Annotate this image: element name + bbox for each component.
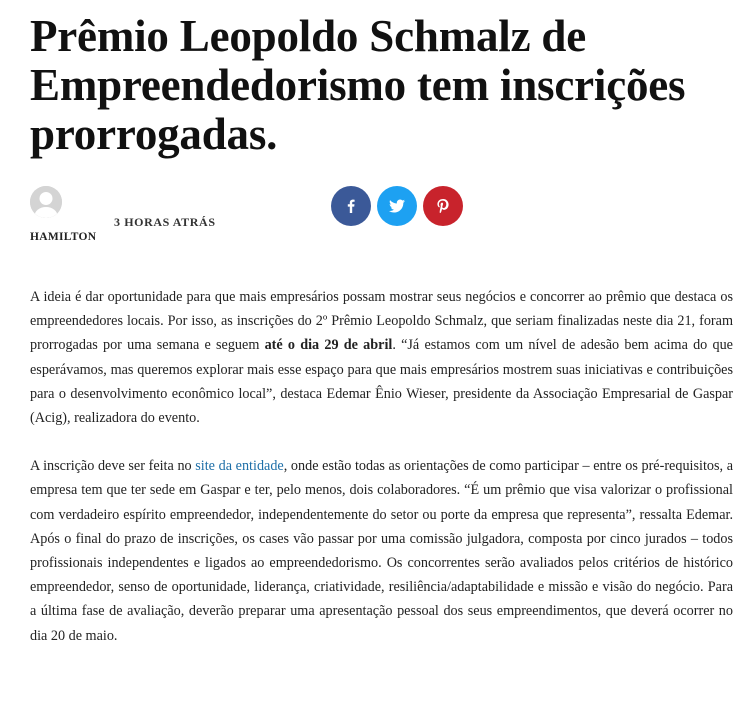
paragraph-2 [30, 454, 733, 648]
avatar[interactable] [30, 186, 62, 218]
article-meta [30, 186, 730, 246]
paragraph-1-text-after: . “Já estamos com um nível de adesão bem acima do que esperávamos, mas queremos explorar mais esse espaço para que mais empresários mostrem suas iniciativas e contribuições para o desenvolvimento econômico local”, destaca Edemar Ênio Wieser, presidente da Associação Empresarial de Gaspar (Acig), realizadora do evento. [30, 337, 733, 427]
author-name[interactable]: HAMILTON [30, 231, 97, 243]
paragraph-1 [30, 285, 733, 430]
twitter-icon [389, 199, 405, 213]
paragraph-2-text-after: , onde estão todas as orientações de como participar – entre os pré-requisitos, a empresa tem que ter sede em Gaspar e ter, pelo menos, dois colaboradores. “É um prêmio que visa valorizar o profissional com verdadeiro espírito empreendedor, independentemente do setor ou porte da empresa que representa”, ressalta Edemar. Após o final do prazo de inscrições, os cases vão passar por uma comissão julgadora, composta por cinco jurados – todos profissionais independentes e ligados ao empreendedorismo. Os concorrentes serão avaliados pelos critérios de histórico empreendedor, senso de oportunidade, liderança, criatividade, resiliência/adaptabilidade e missão e visão do negócio. Para a última fase de avaliação, deverão preparar uma apresentação pessoal dos seus empreendimentos, que deverá ocorrer no dia 20 de maio. [30, 458, 733, 644]
paragraph-2-text-before: A inscrição deve ser feita no [30, 458, 196, 475]
user-avatar-icon [30, 186, 62, 218]
pinterest-share-button[interactable] [423, 186, 463, 226]
twitter-share-button[interactable] [377, 186, 417, 226]
deadline-highlight: até o dia 29 de abril [264, 337, 393, 354]
pinterest-icon [437, 199, 449, 213]
paragraph-1-text-before: A ideia é dar oportunidade para que mais empresários possam mostrar seus negócios e concorrer ao prêmio que destaca os empreendedores locais. Por isso, as inscrições do 2º Prêmio Leopoldo Schmalz, que seriam finalizadas neste dia 21, foram prorrogadas por uma semana e seguem [30, 289, 733, 354]
article-title: Prêmio Leopoldo Schmalz de Empreendedorismo tem inscrições prorrogadas. [30, 11, 686, 159]
article-body [30, 285, 733, 672]
facebook-share-button[interactable] [331, 186, 371, 226]
facebook-icon [344, 199, 358, 213]
post-time: 3 HORAS ATRÁS [114, 215, 216, 229]
site-link[interactable]: site da entidade [195, 458, 284, 475]
